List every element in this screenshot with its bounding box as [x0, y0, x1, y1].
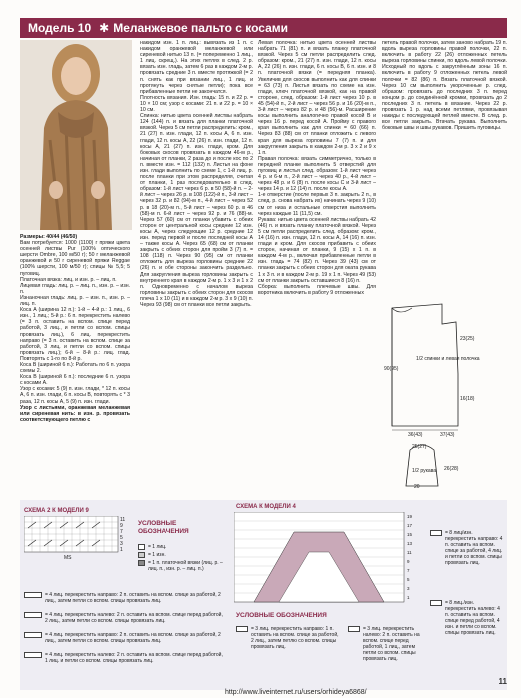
text-paragraph: Изнаночная гладь: лиц. р. – изн. п., изн. р. – лиц. п. [20, 294, 130, 308]
schematic-label-height: 90(95) [384, 366, 399, 372]
text-paragraph: 1-е отверстие (после первых 3 п. закрыть 2 п., в след. р. снова набрать их) начинать через 9 (10) см от низа и остальные отверстия выполнить через каждые 11 (11,5) см. [258, 192, 376, 217]
legend2-text: = 3 лиц. перекрестить направо: 1 п. оставить на вспом. спице за работой, 2 лиц., затем петлю со вспом. спицы провязать лиц. [251, 626, 339, 650]
scheme4-row-label: 7 [407, 568, 410, 573]
legend1-title: УСЛОВНЫЕ ОБОЗНАЧЕНИЯ [138, 520, 189, 535]
text-paragraph: Сборка: выполнить плечевые швы. Для воротника включить в работу 9 отложенных [258, 283, 376, 296]
text-paragraph: Размеры: 40/44 (46/50) [20, 234, 78, 240]
text-paragraph: Спинка: нитью цвета осенней листвы набрать 124 (144) п. и вязать для планки платочной вязкой. Через 5 см петли распределить: кром., 21 (27) п. изн. глади, 12 п. косы А, 6 п. изн. глади, 12 п. косы А, 22 (26) п. изн. глади, 12 п. косы А, 21 (27) п. изн. глади, кром. Для боковых скосов провязать в каждом 46-м р., начиная от планки, 2 раза до и после кос по 2 п. вместе изн. = 112 (132) п. Листья на фоне изн. глади выполнить по схеме 1, с 1-й лиц. р. после планки при этом распределяя, считая от планки, 1 раз последовательно в след. образом: 1-й лист через 6 р. в 50 (58)-й п. – 2-й лист – через 26 р. в 108 (122)-й п., 3-й лист – через 32 р. и 82 (94)-м п., 4-й лист – через 52 р. в 18 (20)-м п., 5-й лист – через 60 р. в 46 (58)-м п. 6-й лист – через 92 р. и 76 (88)-м. Через 57 (60) см от планки убавить с обеих сторон от центральной косы средние 12 изн. косы А, через следующие 12 р. средние 12 изн. перед первой и после последней косы А – также косы А. Через 65 (68) см от планки закрыть с обеих сторон для пройм 3 (7) п. = 108 (118) п. Через 90 (95) см от планки отложить для выреза горловины средние 22 (26) п. и обе стороны закончить раздельно. Для закругления выреза горловины закрыть с внутреннего края в каждом 2-м р. 1 х 3 и 1 х 2 п. Одновременно с началом выреза горловины закрыть с обеих сторон для скосов плеча 1 х 10 (11) и в каждом 2-м р. 3 х 9 (10) п. Через 93 (98) см от планки все петли закрыть. [140, 113, 253, 309]
scheme2-row-label: 5 [120, 535, 123, 541]
scheme2-row-label: 1 [120, 547, 123, 553]
legend1-item [138, 544, 228, 550]
cable-legend-item [24, 592, 224, 604]
text-paragraph: Узор с листьями, оранжевая меланжевая или сиреневая нить: в изн. р. провязать соответствующего петлю с [20, 404, 130, 423]
scheme2-row-label: 7 [120, 529, 123, 535]
scheme4-row-label: 11 [407, 550, 412, 555]
text-paragraph: Коса В (шириной 6 п.): Работать по 6 п. узора схемы 2. [20, 361, 130, 375]
instructions-column-b [258, 40, 376, 296]
text-paragraph: Узор с косами: 5 (9) п. изн. глади, * 12 п. косы А, 6 п. изн. глади, 6 п. косы В, повторять с * 3 раза, 12 п. косы А, 5 (9) п. изн. глади. [20, 386, 130, 405]
legend1-text: = 1 лиц. [148, 544, 167, 550]
source-url: http://www.liveinternet.ru/users/orhideya6868/ [225, 689, 367, 696]
scheme2-row-label: 11 [120, 517, 126, 523]
text-paragraph: Коса А (ширина 12 п.): 1-й – 4-й р.: 1 лиц., 6 изн., 1 лиц.; 5-й р.: 6 п. перекрестить налево (= 3 п. оставить на вспом. спице перед работой, 3 лиц., и петли со вспом. спицы провязать лиц.), 6 лиц. перекрестить направо (= 3 п. оставить на вспом. спице за работой, 3 лиц. и петли со вспом. спицы провязать лиц.); 6-й – 8-й р.: лиц. глад. Повторять с 1-го по 8-й р. [20, 307, 130, 362]
star-icon: ✱ [99, 21, 110, 35]
scheme4-row-label: 19 [407, 514, 413, 519]
charts-band [20, 500, 507, 690]
legend1-item [138, 560, 228, 572]
right-legend-item [430, 600, 504, 636]
legend2-title: УСЛОВНЫЕ ОБОЗНАЧЕНИЯ [236, 612, 327, 619]
schematic-label-back: 1/2 спинки и левая полочка [416, 356, 480, 362]
scheme4-row-label: 1 [407, 595, 410, 600]
cable-legend-item [24, 612, 224, 624]
text-paragraph: Правая полочка: вязать симметрично, только в передней планке выполнить 5 отверстий для пуговиц и листья след. образом: 1-й лист через 4 р. и 6-м п., 2-й лист – через 40 р., 4-й лист – через 48 р. и 6 (8) п. после косы С и 3-й лист – через 14 р. и 12 (14) п. после косы А. [258, 155, 376, 193]
garter-stitch-icon [138, 560, 145, 566]
right-legend-text: = 8 лиц./изн. перекрестить налево: 4 п. оставить на вспом. спице перед работой, 4 изн. и петли со вспом. спицы провязать лиц. [445, 600, 500, 636]
scheme4-chart [234, 512, 424, 608]
text-paragraph: Рукава: нитью цвета осенней листвы набрать 42 (46) п. и вязать планку платочной вязкой. Через 5 см петли распределить след. образом: кром., 14 (16) п. изн. глади, 12 п. косы А, 14 (16) п. изн. глади и кром. Для скосов прибавить с обеих сторон, начиная от планки, 9 (15) х 1 п. в каждом 4-м р., включая прибавленные петли в изн. гладь = 74 (82) п. Через 39 (43) см от планки закрыть с обеих сторон для оката рукава 1 х 3 п. и в каждом 2-м р. 19 х 1 п. Через 49 (53) см от планки закрыть оставшиеся 8 (16) п. [258, 216, 376, 284]
right-legend-text: = 8 лиц/изн. перекрестить направо: 4 п. оставить на вспом. спице за работой, 4 лиц. и петли со вспом. спицы провязать лиц. [445, 530, 503, 566]
legend2-item [348, 626, 426, 662]
model-title: Меланжевое пальто с косами [113, 21, 289, 35]
schematic-drawing [382, 290, 507, 490]
text-paragraph: Левая полочка: нитью цвета осенней листвы набрать 71 (81) п. и вязать планку платочной вязкой. Через 5 см петли распределить след. образом: кром., 21 (27) п. изн. глади, 12 п. косы А, 22 (26) п. изн. глади, 6 п. косы В, 6 п. изн. и 8 п. платочной вязки (= передняя планка). Увеличив для скосов выполнить как для спинки = 63 (73) п. Листья вязать по схеме на изн. глади, ключ платочной вязкой, как на правой стороне, след. образом: 1-й лист через 10 р. в 45 (54)-й п., 2-й лист – через 56 р. и 16 (20)-м п., 3-й лист – через 82 р. и 48 (56)-м. Расширение косы выполнить аналогично правой косой В и через 16 р. перед косой А. Пройму с правого края выполнить как для спинки = 60 (66) п. Через 83 (88) см от планки отложить с левого края для выреза горловины 7 (7) п. и для закругления закрыть в каждом 2-м р. 3 х 2 и 9 х 1 п. [258, 40, 376, 156]
schematic-width-side: 37(43) [440, 432, 455, 438]
cable-right-icon [24, 632, 42, 638]
instructions-column-c [382, 40, 507, 131]
schematic-h-sleeve: 26(28) [444, 466, 459, 472]
cable-8-left-icon [430, 600, 442, 606]
cable-legend-text: = 4 лиц. перекрестить налево: 2 п. оставить на вспом. спице перед работой, 1 лиц. и петли со вспом. спицы провязать лиц. [45, 652, 223, 664]
legend1-item [138, 552, 228, 558]
legend2-text: = 3 лиц. перекрестить налево: 2 п. оставить на вспом. спице перед работой, 1 лиц., затем петли со вспом. спицы провязать лиц. [363, 626, 420, 662]
cross-right-icon [236, 626, 248, 632]
knit-stitch-icon [138, 544, 145, 550]
scheme2-ms-label: MS [64, 555, 72, 560]
scheme4-row-label: 3 [407, 586, 410, 591]
model-number: Модель 10 [28, 21, 92, 35]
scheme4-row-label: 15 [407, 532, 413, 537]
text-paragraph: накидом изн. 1 п. лиц.: вывязать из 1 п. с накидом оранжевой меланжевой или сиреневой нитью 13 п. (= попеременно 1 лиц., 1 лиц. скрещ.). На этих петлях в след. 2 р. вязать изн. гладь, затем 6 раз в каждом 2-м р. провязать средние 3 п. вместе протяжкой (= 2 п. снять как при вязании лиц., 1 лиц. и протянуть через снятые петли); пока все прибавленные петли не закончатся. [140, 40, 253, 95]
scheme4-row-label: 13 [407, 541, 413, 546]
garment-schematic [382, 290, 507, 490]
model-photo [20, 40, 132, 230]
instructions-column-a [140, 40, 253, 308]
purl-stitch-icon [138, 552, 145, 558]
scheme2-row-label: 3 [120, 541, 123, 547]
legend2-item [236, 626, 341, 650]
schematic-label-h2: 23(25) [460, 336, 475, 342]
text-paragraph: Платочная вязка: лиц. и изн. р. – лиц. п. [20, 276, 117, 283]
model-title-bar [20, 18, 507, 38]
scheme4-row-label: 9 [407, 559, 410, 564]
scheme2-row-label: 9 [120, 523, 123, 529]
legend1-text: = 1 п. платочной вязки (лиц. р. – лиц. п., изн. р. – лиц. п.) [148, 560, 223, 572]
scheme4-row-label: 17 [407, 523, 413, 528]
cable-legend-item [24, 632, 224, 644]
cable-left-icon [24, 652, 42, 658]
scheme2-title: СХЕМА 2 К МОДЕЛИ 9 [24, 508, 89, 514]
schematic-w-bottom: 20 [414, 484, 420, 490]
cable-legend-text: = 4 лиц. перекрестить направо: 2 п. оставить на вспом. спице за работой, 2 лиц., затем петли со вспом. спицы провязать лиц. [45, 592, 221, 604]
cross-left-icon [348, 626, 360, 632]
schematic-label-h3: 16(18) [460, 396, 475, 402]
cable-left-icon [24, 612, 42, 618]
scheme4-row-label: 5 [407, 577, 410, 582]
materials-column [20, 234, 130, 423]
cable-legend-item [24, 652, 224, 664]
scheme2-chart [24, 516, 128, 560]
cable-legend-text: = 4 лиц. перекрестить направо: 2 п. оставить на вспом. спице за работой, 2 лиц., затем петли со вспом. спицы провязать лиц. [45, 632, 221, 644]
cable-right-icon [24, 592, 42, 598]
page-number: 11 [498, 677, 507, 686]
text-paragraph: петель правой полочки, затем заново набрать 19 п. вдоль выреза горловины правой полочки, 22 п. включить в работу 22 (26) отложенных петель выреза горловины спинки, по вдоль левой полочки. Исходный по вдоль с закруглённым зоны 16 п. включить в работу 9 отложенных петель левой полочки = 82 (86) п. Вязать платочной вязкой. Через 10 см выполнить укороченные р. след. образом: провязать до последних 3 п. перед концом р. до соединённой кромки, провязать до 2 последних 3 п. петель в вязание. Через 22 р. провязать 1 р. над всеми петлями, провязывая накиды с последующей петлей вместе. В след. р. все петли закрыть. Втачать рукава. Выполнить боковые швы и швы рукавов. Пришить пуговицы. [382, 40, 507, 132]
text-paragraph: Плотность вязания. Изн. гладь: 15 п. и 22 р. = 10 × 10 см; узор с косами: 21 п. и 22 р. = 10 × 10 см. [140, 94, 253, 114]
text-paragraph: Вам потребуется: 1000 (1100) г пряжи цвета осенней листвы Pur (100% оптического шерсти Ombre, 100 м/50 г); 50 г меланжевой оранжевой и 50 г сиреневой пряжи Reggae (100% шерсти, 100 м/50 г); спицы № 5,5; 5 пуговиц. [20, 240, 130, 277]
schematic-h1: 25(27) [412, 444, 427, 450]
schematic-label-sleeve: 1/2 рукава [412, 468, 437, 474]
schematic-width-total: 36(43) [408, 432, 423, 438]
right-legend-item [430, 530, 504, 566]
scheme4-title: СХЕМА К МОДЕЛИ 4 [236, 504, 296, 510]
text-paragraph: Лицевая гладь: лиц. р. – лиц. п., изн. р. – изн. п. [20, 282, 130, 295]
text-paragraph: Коса В (шириной 6 п.): последние 6 п. узора с косами А. [20, 374, 130, 387]
cable-legend-text: = 4 лиц. перекрестить налево: 2 п. оставить на вспом. спице перед работой, 2 лиц., затем петли со вспом. спицы провязать лиц. [45, 612, 223, 624]
cable-8-right-icon [430, 530, 442, 536]
photo-illustration [20, 40, 132, 230]
legend1-text: = 1 изн. [148, 552, 166, 558]
